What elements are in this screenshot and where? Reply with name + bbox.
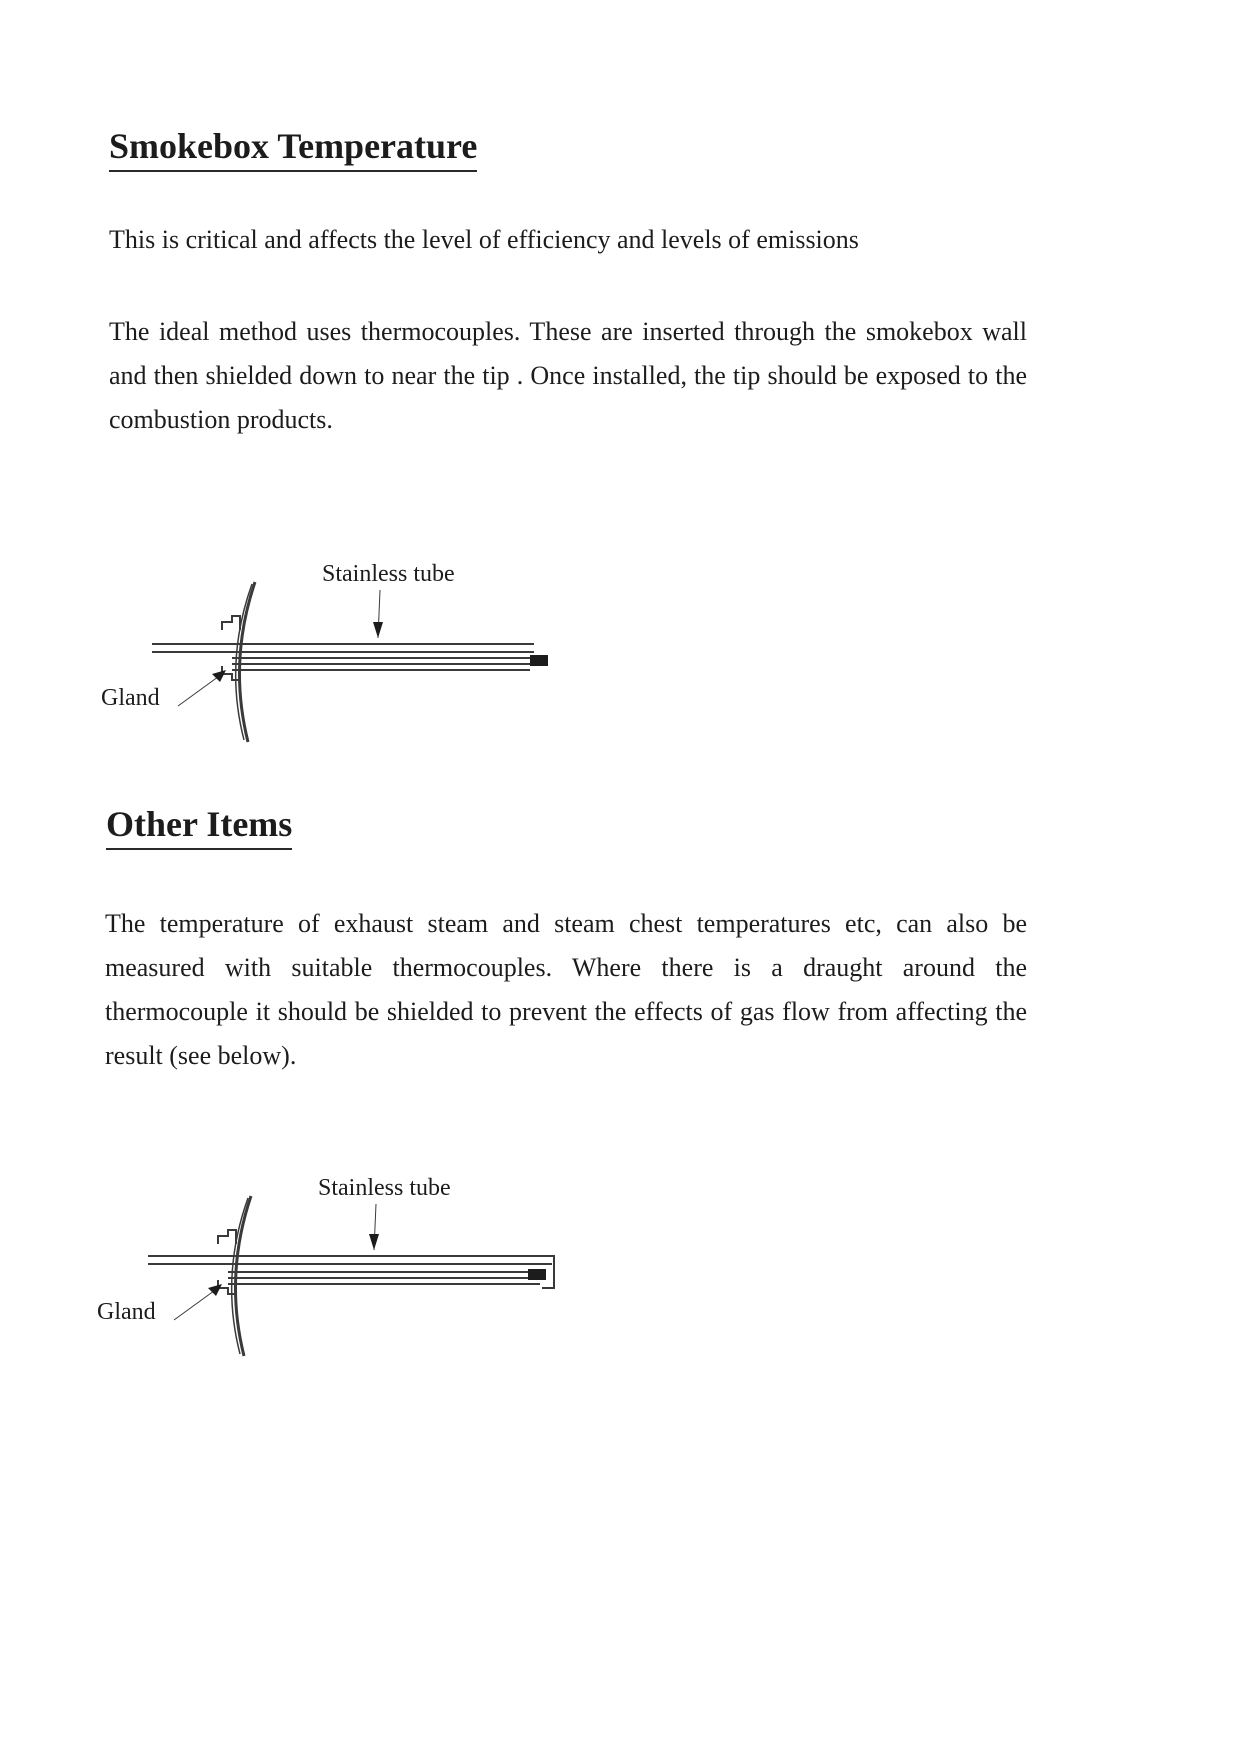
section-heading-smokebox-temperature: Smokebox Temperature	[109, 128, 477, 172]
paragraph-other-items: The temperature of exhaust steam and steam chest temperatures etc, can also be measured with suitable thermocouples. Where there is a draught around the thermocouple it should be shielded to prevent the effects of gas flow from affecting the result (see below).	[105, 909, 1027, 1070]
gland-label: Gland	[97, 1299, 156, 1325]
paragraph-smokebox-method: The ideal method uses thermocouples. These are inserted through the smokebox wall and then shielded down to near the tip . Once installed, the tip should be exposed to the combustion products.	[109, 317, 1027, 434]
thermocouple-drawing	[140, 570, 560, 750]
stainless-tube-label: Stainless tube	[322, 561, 455, 587]
paragraph-smokebox-intro: This is critical and affects the level of efficiency and levels of emissions	[109, 225, 859, 254]
thermocouple-drawing	[136, 1184, 566, 1364]
stainless-tube-label: Stainless tube	[318, 1175, 451, 1201]
gland-label: Gland	[101, 685, 160, 711]
section-heading-other-items: Other Items	[106, 806, 292, 850]
